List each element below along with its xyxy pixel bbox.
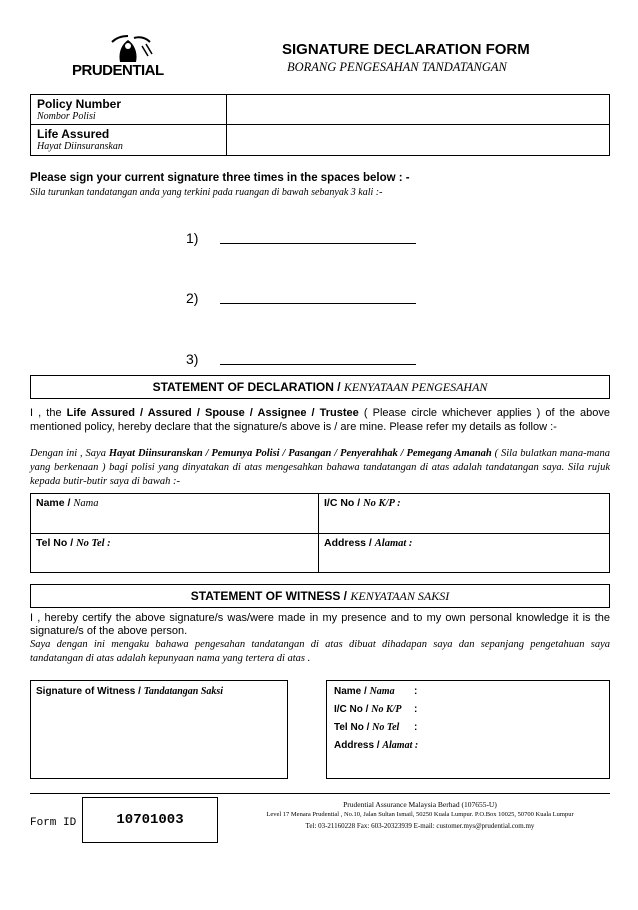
footer-divider [30,793,610,794]
witness-tel-label: Tel No / No Tel [334,722,400,733]
witness-tel-colon: : [414,722,418,733]
witness-ic-label: I/C No / No K/P [334,704,402,715]
signature-1-number: 1) [186,230,199,246]
form-subtitle: BORANG PENGESAHAN TANDATANGAN [287,60,507,74]
declarant-tel-label: Tel No / No Tel : [36,537,111,549]
company-contact: Tel: 03-21160228 Fax: 603-20323939 E-mail: customer.mys@prudential.com.my [305,822,535,830]
life-assured-label: Life Assured [37,127,110,141]
policy-number-field[interactable] [228,95,608,123]
witness-heading: STATEMENT OF WITNESS / KENYATAAN SAKSI [190,589,450,603]
witness-tel-field[interactable] [424,720,606,736]
signature-3-line[interactable] [220,364,416,365]
signature-3-number: 3) [186,351,199,367]
declaration-paragraph-ms: Dengan ini , Saya Hayat Diinsuranskan / Pemunya Polisi / Pasangan / Penyerahhak / Pemegang Amanah ( Sila bulatkan mana-mana yang berkenaan ) bagi polisi yang dinyatakan di atas mengesahkan bahawa tandatangan di atas adalah tandatangan saya. Sila rujuk kepada butir-butir saya di bawah :- [30,448,610,487]
company-name: Prudential Assurance Malaysia Berhad (107655-U) [343,800,497,809]
declarant-name-label: Name / Nama [36,497,99,509]
signature-1-line[interactable] [220,243,416,244]
signature-2-line[interactable] [220,303,416,304]
declarant-address-label: Address / Alamat : [324,537,413,549]
declarant-ic-label: I/C No / No K/P : [324,497,401,509]
form-id-value: 10701003 [116,812,184,828]
declarant-address-field[interactable] [320,550,608,572]
signature-instruction: Please sign your current signature three times in the spaces below : - [30,172,410,184]
form-title: SIGNATURE DECLARATION FORM [282,41,530,58]
company-address: Level 17 Menara Prudential , No.10, Jalan Sultan Ismail, 50250 Kuala Lumpur. P.O.Box 10025, 50700 Kuala Lumpur [266,811,574,818]
witness-address-field[interactable] [424,738,606,776]
prudential-logo-icon [98,32,158,66]
signature-instruction-ms: Sila turunkan tandatangan anda yang terkini pada ruangan di bawah sebanyak 3 kali :- [30,187,383,198]
witness-ic-field[interactable] [424,702,606,718]
witness-paragraph-ms: Saya dengan ini mengaku bahawa pengesahan tandatangan di atas dibuat dihadapan saya dan sepanjang pengetahuan saya tandatangan di atas adalah kepunyaan nama yang tertera di atas . [30,639,610,664]
declaration-heading: STATEMENT OF DECLARATION / KENYATAAN PENGESAHAN [152,380,488,394]
declarant-ic-field[interactable] [320,510,608,532]
witness-ic-colon: : [414,704,418,715]
life-assured-label-ms: Hayat Diinsuranskan [37,141,123,152]
signature-2-number: 2) [186,290,199,306]
witness-name-field[interactable] [424,684,606,700]
brand-name: PRUDENTIAL [72,62,164,79]
declarant-tel-field[interactable] [32,550,316,572]
witness-name-colon: : [414,686,418,697]
declaration-paragraph-en: I , the Life Assured / Assured / Spouse / Assignee / Trustee ( Please circle whichever applies ) of the above mentioned policy, hereby declare that the signature/s above is / are mine. Please refer my details as follow :- [30,407,611,433]
declarant-name-field[interactable] [32,510,316,532]
witness-name-label: Name / Nama [334,686,395,697]
form-id-label: Form ID [30,817,77,829]
policy-number-label: Policy Number [37,97,122,111]
policy-number-label-ms: Nombor Polisi [37,111,96,122]
witness-signature-label: Signature of Witness / Tandatangan Saksi [36,686,224,697]
witness-paragraph-en: I , hereby certify the above signature/s was/were made in my presence and to my own personal knowledge it is the signature/s of the above person. [30,612,610,637]
life-assured-field[interactable] [228,125,608,155]
witness-address-label: Address / Alamat : [334,740,419,751]
